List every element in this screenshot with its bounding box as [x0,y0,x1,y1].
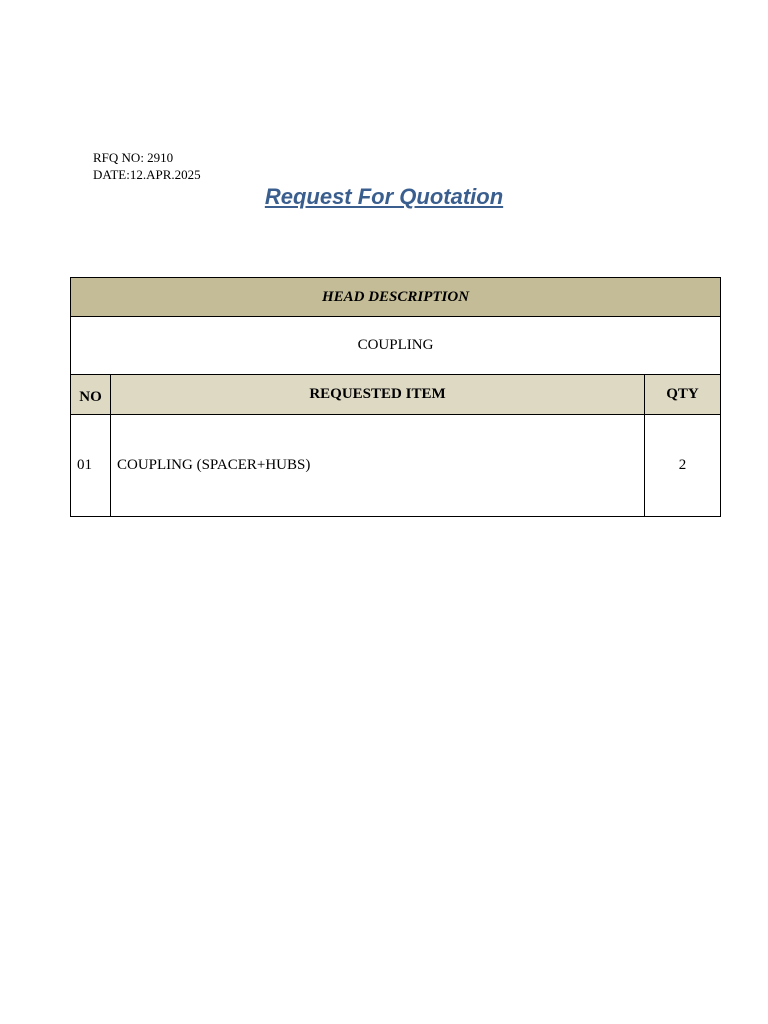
rfq-number: RFQ NO: 2910 [93,150,174,165]
row-requested-item: COUPLING (SPACER+HUBS) [111,415,645,517]
column-header-row [71,375,721,415]
rfq-date: DATE:12.APR.2025 [93,167,201,182]
table-row [71,415,721,517]
rfq-table [70,277,721,517]
document-title: Request For Quotation [264,184,504,209]
row-no: 01 [71,415,111,517]
row-qty: 2 [645,415,721,517]
rfq-meta [93,149,201,183]
head-description-value: COUPLING [71,317,721,375]
column-header-qty: QTY [645,375,721,415]
column-header-requested-item: REQUESTED ITEM [111,375,645,415]
head-row [71,278,721,317]
column-header-no: NO [71,375,111,415]
subject-row [71,317,721,375]
head-description-label: HEAD DESCRIPTION [71,278,721,317]
